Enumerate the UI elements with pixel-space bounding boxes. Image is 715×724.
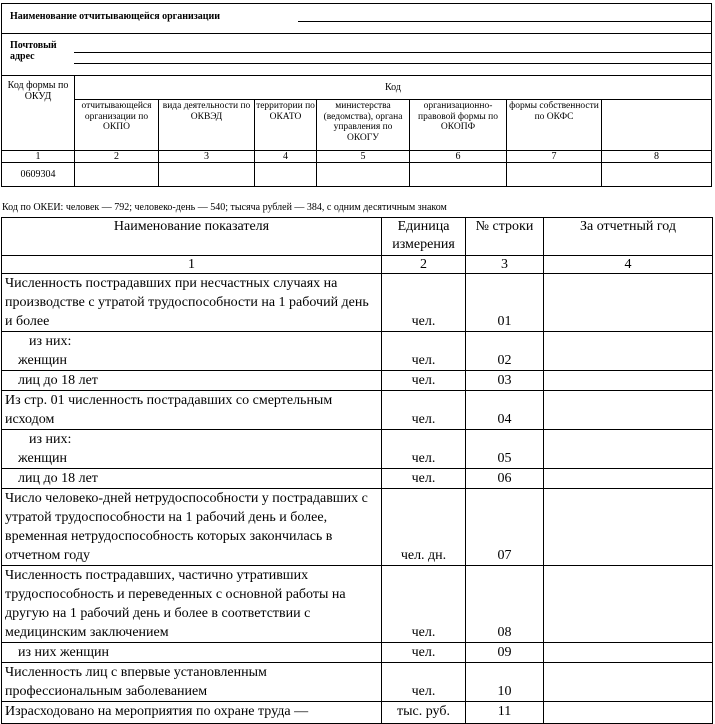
okfs-value[interactable]: [507, 163, 601, 185]
col-okato: территории по ОКАТО: [256, 101, 315, 122]
col-num-2: 2: [114, 151, 119, 162]
col-okogu: министерства (ведомства), органа управления по ОКОГУ: [323, 101, 403, 143]
row-number: 02: [466, 332, 544, 371]
unit: чел.: [382, 332, 466, 371]
table-row: [2, 371, 713, 391]
row-number: 09: [466, 643, 544, 663]
col-number: 4: [544, 256, 713, 274]
th-indicator: Наименование показателя: [2, 218, 382, 256]
indicator-name: лиц до 18 лет: [2, 371, 382, 391]
indicator-name-women: женщин: [18, 451, 67, 466]
table-row: [2, 469, 713, 489]
indicator-name: Число человеко-дней нетрудоспособности у пострадавших с утратой трудоспособности на 1 рабочий день и более, временная нетрудоспособность которых закончилась в отчетном году: [2, 489, 382, 566]
value-cell[interactable]: [544, 274, 713, 332]
value-cell[interactable]: [544, 391, 713, 430]
value-cell[interactable]: [544, 702, 713, 724]
col-number: 3: [466, 256, 544, 274]
org-name-label: Наименование отчитывающейся организации: [10, 11, 221, 22]
table-row: [2, 566, 713, 643]
row-number: 08: [466, 566, 544, 643]
row-number: 03: [466, 371, 544, 391]
col-num-8: 8: [654, 151, 659, 162]
unit: чел.: [382, 391, 466, 430]
col-okopf: организационно-правовой формы по ОКОПФ: [418, 101, 498, 132]
unit: чел.: [382, 274, 466, 332]
th-unit: Единица измерения: [382, 218, 466, 256]
value-cell[interactable]: [544, 332, 713, 371]
unit: чел.: [382, 566, 466, 643]
extra-code-value[interactable]: [602, 163, 711, 185]
indicator-name: из них: женщин: [2, 332, 382, 371]
row-number: 10: [466, 663, 544, 702]
row-number: 01: [466, 274, 544, 332]
value-cell[interactable]: [544, 371, 713, 391]
okato-value[interactable]: [255, 163, 316, 185]
indicator-name: из них: женщин: [2, 430, 382, 469]
table-row: [2, 274, 713, 332]
unit: чел.: [382, 469, 466, 489]
indicator-name: Численность пострадавших при несчастных случаях на производстве с утратой трудоспособности на 1 рабочий день и более: [2, 274, 382, 332]
indicator-name: Численность пострадавших, частично утративших трудоспособность и переведенных с основной работы на другую на 1 рабочий день и более в соответствии с медицинским заключением: [2, 566, 382, 643]
th-row-number: № строки: [466, 218, 544, 256]
org-name-field[interactable]: [298, 21, 711, 22]
table-header-row: [2, 218, 713, 256]
col-num-1: 1: [35, 151, 41, 162]
col-num-7: 7: [551, 151, 557, 162]
okei-note: Код по ОКЕИ: человек — 792; человеко-день — 540; тысяча рублей — 384, с одним десятичным знаком: [2, 202, 447, 213]
indicator-name-women: женщин: [18, 353, 67, 368]
table-row: [2, 643, 713, 663]
okogu-value[interactable]: [317, 163, 409, 185]
code-label: Код: [385, 82, 401, 93]
table-row: [2, 702, 713, 724]
row-number: 04: [466, 391, 544, 430]
row-number: 06: [466, 469, 544, 489]
value-cell[interactable]: [544, 566, 713, 643]
value-cell[interactable]: [544, 643, 713, 663]
indicator-name: Израсходовано на мероприятия по охране труда —: [2, 702, 382, 724]
col-okved: вида деятельности по ОКВЭД: [162, 101, 251, 122]
unit: тыс. руб.: [382, 702, 466, 724]
row-number: 11: [466, 702, 544, 724]
col-number: 2: [382, 256, 466, 274]
value-cell[interactable]: [544, 469, 713, 489]
column-numbers-row: [2, 256, 713, 274]
table-row: [2, 332, 713, 371]
row-number: 07: [466, 489, 544, 566]
th-year-value: За отчетный год: [544, 218, 713, 256]
col-okfs: формы собственности по ОКФС: [509, 101, 599, 122]
col-num-6: 6: [455, 151, 461, 162]
indicator-table: [1, 217, 713, 724]
indicator-name: Из стр. 01 численность пострадавших со смертельным исходом: [2, 391, 382, 430]
col-okpo: отчитывающейся организации по ОКПО: [81, 101, 152, 132]
unit: чел.: [382, 430, 466, 469]
indicator-name: лиц до 18 лет: [2, 469, 382, 489]
value-cell[interactable]: [544, 489, 713, 566]
form-code: 0609304: [20, 169, 56, 180]
okpo-value[interactable]: [75, 163, 158, 185]
unit: чел.: [382, 643, 466, 663]
postal-label: Почтовый адрес: [10, 40, 57, 62]
okopf-value[interactable]: [410, 163, 506, 185]
unit: чел.: [382, 371, 466, 391]
okved-value[interactable]: [159, 163, 254, 185]
table-row: [2, 391, 713, 430]
indicator-name: из них женщин: [2, 643, 382, 663]
col-num-4: 4: [283, 151, 288, 162]
col-num-3: 3: [204, 151, 209, 162]
unit: чел. дн.: [382, 489, 466, 566]
row-number: 05: [466, 430, 544, 469]
okud-label: Код формы по ОКУД: [7, 80, 69, 102]
postal-field-1[interactable]: [74, 52, 711, 53]
table-row: [2, 489, 713, 566]
indicator-name: Численность лиц с впервые установленным профессиональным заболеванием: [2, 663, 382, 702]
value-cell[interactable]: [544, 430, 713, 469]
unit: чел.: [382, 663, 466, 702]
col-number: 1: [2, 256, 382, 274]
table-row: [2, 430, 713, 469]
table-row: [2, 663, 713, 702]
value-cell[interactable]: [544, 663, 713, 702]
postal-field-2[interactable]: [74, 63, 711, 64]
col-num-5: 5: [360, 151, 366, 162]
